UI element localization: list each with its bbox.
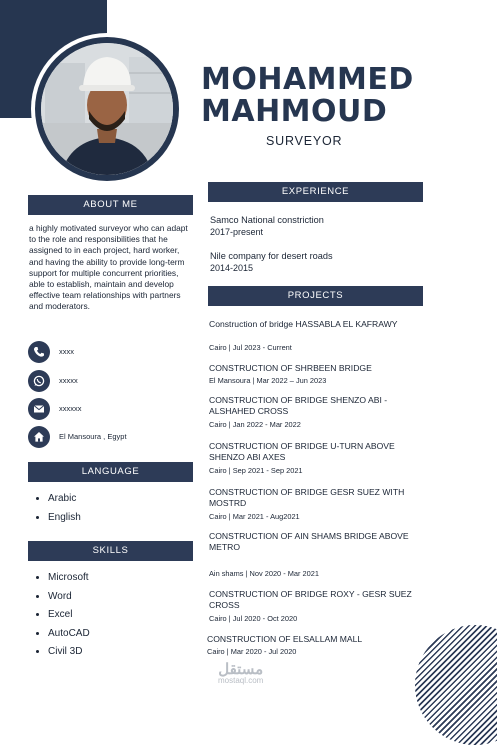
watermark-latin: mostaql.com (218, 676, 264, 685)
watermark-arabic: مستقل (218, 661, 264, 678)
hatched-circle-decoration (415, 625, 497, 745)
projects-heading: PROJECTS (208, 286, 423, 306)
whatsapp-icon (28, 370, 50, 392)
experience-heading: EXPERIENCE (208, 182, 423, 202)
experience-company: Nile company for desert roads (210, 251, 333, 261)
project-title: CONSTRUCTION OF ELSALLAM MALL (207, 634, 363, 644)
project-title: CONSTRUCTION OF BRIDGE SHENZO ABI - ALSHAHED CROSS (209, 395, 388, 417)
home-icon (28, 426, 50, 448)
project-meta: Cairo | Jul 2023 - Current (209, 343, 292, 352)
profile-photo (41, 43, 173, 175)
language-list (36, 490, 81, 527)
skill-item: • Word (48, 588, 90, 607)
project-title: Construction of bridge HASSABLA EL KAFRAWY (209, 319, 398, 329)
about-text: a highly motivated surveyor who can adapt to the role and responsibilities that he assigned to in each project, hard worker, and having the ability to provide long-term support for multiple concurrent priorities, able to establish, maintain and develop effective team relationships with partners and moderators. (29, 223, 188, 312)
address-value: El Mansoura , Egypt (59, 432, 127, 441)
experience-period: 2017-present (210, 227, 264, 237)
skills-heading: SKILLS (28, 541, 193, 561)
project-meta: Cairo | Jan 2022 - Mar 2022 (209, 420, 301, 429)
email-icon (28, 398, 50, 420)
phone-icon (28, 341, 50, 363)
experience-company: Samco National constriction (210, 215, 324, 225)
language-item: • Arabic (48, 490, 81, 509)
language-heading: LANGUAGE (28, 462, 193, 482)
project-meta: Cairo | Mar 2020 - Jul 2020 (207, 647, 297, 656)
email-value: xxxxxx (59, 404, 82, 413)
job-title: SURVEYOR (266, 134, 343, 148)
skill-item: • Excel (48, 606, 90, 625)
language-item: • English (48, 509, 81, 528)
project-title: CONSTRUCTION OF BRIDGE U-TURN ABOVE SHENZO ABI AXES (209, 441, 395, 463)
project-title: CONSTRUCTION OF BRIDGE GESR SUEZ WITH MOSTRD (209, 487, 405, 509)
project-meta: El Mansoura | Mar 2022 – Jun 2023 (209, 376, 327, 385)
project-meta: Cairo | Sep 2021 - Sep 2021 (209, 466, 303, 475)
last-name: MAHMOUD (201, 94, 388, 129)
experience-item (210, 250, 333, 274)
watermark (218, 660, 263, 685)
skill-item: • Civil 3D (48, 643, 90, 662)
phone-value: xxxx (59, 347, 74, 356)
skill-item: • Microsoft (48, 569, 90, 588)
skill-item: • AutoCAD (48, 625, 90, 644)
project-title: CONSTRUCTION OF SHRBEEN BRIDGE (209, 363, 372, 373)
skills-list (36, 569, 90, 662)
experience-item (210, 214, 324, 238)
project-meta: Cairo | Mar 2021 - Aug2021 (209, 512, 300, 521)
first-name: MOHAMMED (201, 62, 414, 97)
project-meta: Ain shams | Nov 2020 - Mar 2021 (209, 569, 319, 578)
project-title: CONSTRUCTION OF AIN SHAMS BRIDGE ABOVE METRO (209, 531, 409, 553)
about-heading: ABOUT ME (28, 195, 193, 215)
experience-period: 2014-2015 (210, 263, 254, 273)
project-meta: Cairo | Jul 2020 - Oct 2020 (209, 614, 298, 623)
project-title: CONSTRUCTION OF BRIDGE ROXY - GESR SUEZ CROSS (209, 589, 412, 611)
whatsapp-value: xxxxx (59, 376, 78, 385)
